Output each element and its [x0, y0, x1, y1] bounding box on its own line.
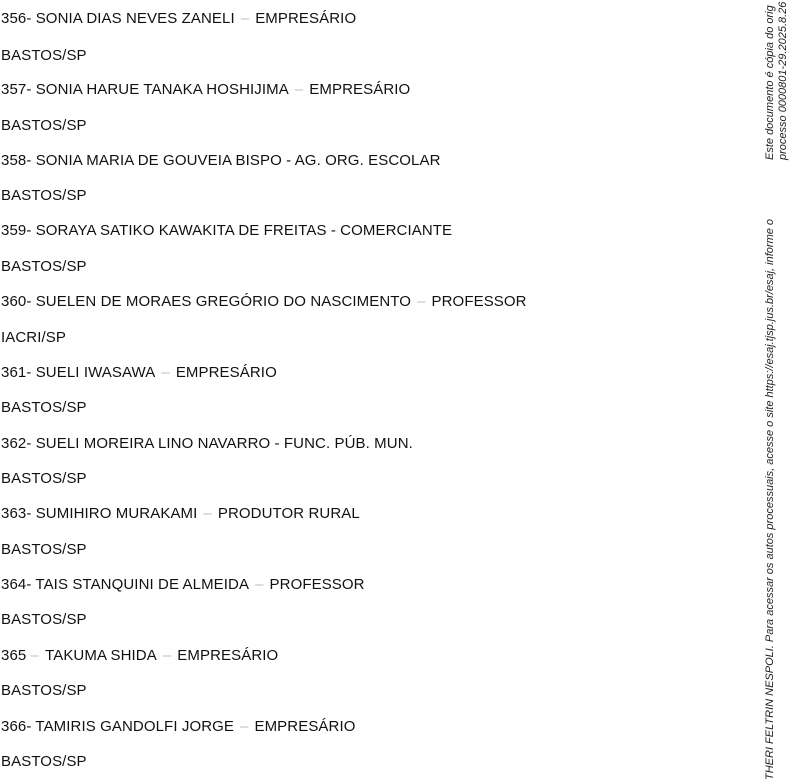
entry-number: 363-	[1, 505, 36, 522]
entry-separator: –	[255, 576, 264, 593]
entry-profession: PROFESSOR	[431, 293, 527, 310]
sidebar-signature-text: THERI FELTRIN NESPOLI. Para acessar os autos processuais, acesse o site https://esaj.tjsp.jus.br/esaj, informe o	[764, 218, 776, 780]
entry-number: 365	[1, 647, 31, 664]
entry-number: 361-	[1, 364, 36, 381]
entry-city: IACRI/SP	[1, 329, 66, 346]
entry-line	[1, 718, 356, 736]
entry-line	[1, 81, 410, 99]
entry-separator: –	[240, 10, 250, 27]
entry-name: SUELEN DE MORAES GREGÓRIO DO NASCIMENTO	[35, 293, 412, 310]
entry-line	[1, 647, 278, 665]
entry-line	[1, 505, 360, 523]
entry-city: BASTOS/SP	[1, 753, 87, 770]
entry-city: BASTOS/SP	[1, 682, 87, 699]
entry-name: SONIA HARUE TANAKA HOSHIJIMA	[35, 81, 289, 98]
entry-profession: EMPRESÁRIO	[175, 364, 277, 381]
entry-line: 362- SUELI MOREIRA LINO NAVARRO - FUNC. PÚB. MUN.	[1, 435, 413, 452]
entry-name: SUMIHIRO MURAKAMI	[35, 505, 198, 522]
entry-line	[1, 576, 365, 594]
entry-city: BASTOS/SP	[1, 611, 87, 628]
entry-profession: EMPRESÁRIO	[255, 10, 357, 27]
entry-profession: EMPRESÁRIO	[177, 647, 279, 664]
entry-name: SUELI IWASAWA	[35, 364, 156, 381]
sidebar-validation-text: Este documento é cópia do orig	[764, 5, 776, 160]
entry-name: SONIA DIAS NEVES ZANELI	[35, 10, 235, 27]
entry-profession: PRODUTOR RURAL	[217, 505, 360, 522]
entry-separator: –	[161, 364, 170, 381]
entry-separator: –	[240, 718, 249, 735]
entry-city: BASTOS/SP	[1, 117, 87, 134]
entry-line	[1, 293, 527, 311]
entry-city: BASTOS/SP	[1, 541, 87, 558]
entry-separator: –	[417, 293, 426, 310]
entry-name: TAKUMA SHIDA	[45, 647, 157, 664]
entry-line: 358- SONIA MARIA DE GOUVEIA BISPO - AG. ORG. ESCOLAR	[1, 152, 441, 169]
entry-separator: –	[162, 647, 172, 664]
entry-name: TAMIRIS GANDOLFI JORGE	[35, 718, 235, 735]
entry-separator: –	[203, 505, 212, 522]
sidebar-process-number: processo 0000801-29.2025.8.26	[777, 1, 789, 160]
entry-line	[1, 10, 356, 28]
entry-number: 360-	[1, 293, 36, 310]
entry-city: BASTOS/SP	[1, 187, 87, 204]
entry-prefix-separator: –	[30, 647, 40, 664]
entry-profession: EMPRESÁRIO	[309, 81, 411, 98]
entry-city: BASTOS/SP	[1, 47, 87, 64]
entry-number: 356-	[1, 10, 36, 27]
entry-city: BASTOS/SP	[1, 399, 87, 416]
entry-city: BASTOS/SP	[1, 470, 87, 487]
entry-number: 357-	[1, 81, 36, 98]
entry-line	[1, 364, 277, 382]
entry-number: 366-	[1, 718, 36, 735]
entry-line: 359- SORAYA SATIKO KAWAKITA DE FREITAS - COMERCIANTE	[1, 222, 453, 239]
entry-separator: –	[294, 81, 304, 98]
entry-profession: EMPRESÁRIO	[254, 718, 356, 735]
entry-city: BASTOS/SP	[1, 258, 87, 275]
entry-name: TAIS STANQUINI DE ALMEIDA	[35, 576, 250, 593]
entry-profession: PROFESSOR	[269, 576, 365, 593]
entry-number: 364-	[1, 576, 36, 593]
